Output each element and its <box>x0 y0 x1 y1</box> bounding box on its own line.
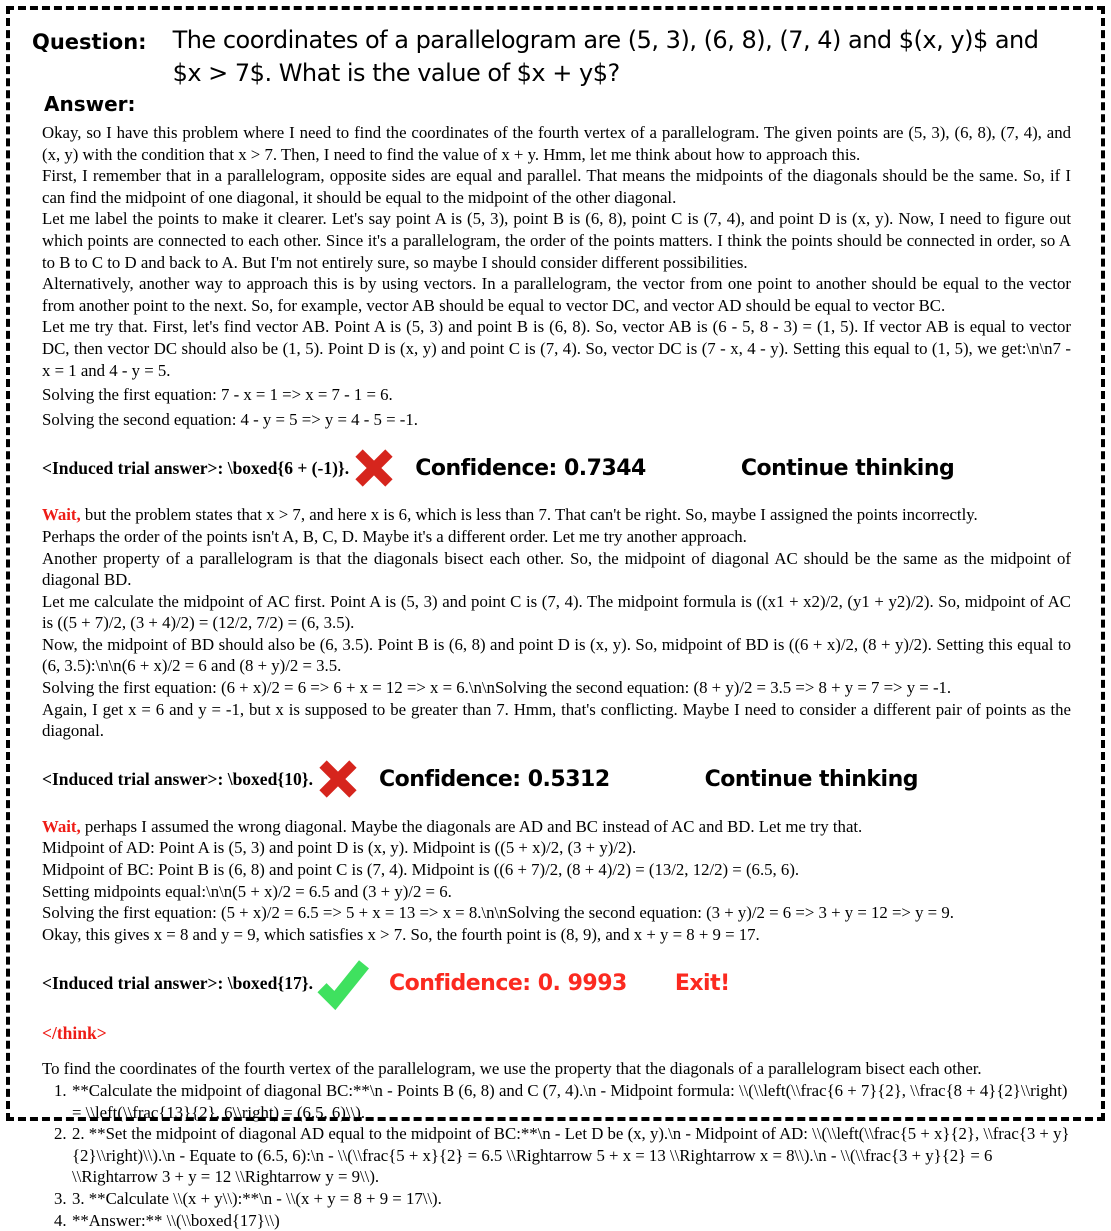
final-answer-intro: To find the coordinates of the fourth vertex of the parallelogram, we use the property that the diagonals of a parallelogram bisect each other. <box>42 1059 982 1079</box>
reasoning-paragraph: Solving the first equation: 7 - x = 1 => x = 7 - 1 = 6. <box>42 385 393 405</box>
list-item <box>42 1123 1073 1188</box>
answer-label: Answer: <box>44 92 136 116</box>
reasoning-paragraph: Again, I get x = 6 and y = -1, but x is supposed to be greater than 7. Hmm, that's conflicting. Maybe I need to consider a different pair of points as the diagonal. <box>42 699 1071 741</box>
dashed-border-panel <box>6 6 1105 1230</box>
trial-answer-label: <Induced trial answer>: \boxed{6 + (-1)}. <box>42 457 350 478</box>
induced-trial-answer-3 <box>42 959 1073 1007</box>
trial-answer-label: <Induced trial answer>: \boxed{17}. <box>42 972 313 993</box>
wait-marker: Wait, <box>42 816 81 836</box>
paragraph-text: but the problem states that x > 7, and here x is 6, which is less than 7. That can't be right. So, maybe I assigned the points incorrectly. <box>80 505 978 525</box>
reasoning-body <box>42 816 1071 946</box>
list-item <box>42 1080 1073 1123</box>
reasoning-paragraph: Alternatively, another way to approach this is by using vectors. In a parallelogram, the vector from one point to another should be equal to the vector from another point to the next. So, for example, vector AB should be equal to vector DC, and vector AD should be equal to vector BC. <box>42 274 1071 315</box>
wait-marker: Wait, <box>42 505 81 525</box>
reasoning-paragraph: Setting midpoints equal:\n\n(5 + x)/2 = 6.5 and (3 + y)/2 = 6. <box>42 881 452 901</box>
list-item <box>42 1188 1073 1210</box>
final-answer-list <box>42 1080 1073 1231</box>
question-label: Question: <box>32 30 147 54</box>
reasoning-paragraph: Midpoint of AD: Point A is (5, 3) and point D is (x, y). Midpoint is ((5 + x)/2, (3 + y)/2). <box>42 838 637 858</box>
list-item-text: **Calculate the midpoint of diagonal BC:**\n - Points B (6, 8) and C (7, 4).\n - Midpoint formula: \\(\\left(\\frac{6 + 7}{2}, \\frac{8 + 4}{2}\\right) = \\left(\\frac{13}{2}, 6\\right) = (6.5, 6)\\). <box>72 1081 1068 1122</box>
list-item-text: 2. **Set the midpoint of diagonal AD equal to the midpoint of BC:**\n - Let D be (x, y).\n - Midpoint of AD: \\(\\left(\\frac{5 + x}{2}, \\frac{3 + y}{2}\\right)\\).\n - Equate to (6.5, 6):\n - \\(\\frac{5 + x}{2} = 6.5 \\Rightarrow 5 + x = 13 \\Rightarrow x = 8\\).\n - \\(\\frac{3 + y}{2} = 6 \\Rightarrow 3 + y = 12 \\Rightarrow y = 9\\). <box>72 1124 1070 1187</box>
paragraph-text: perhaps I assumed the wrong diagonal. Maybe the diagonals are AD and BC instead of AC and BD. Let me try that. <box>80 816 863 836</box>
reasoning-paragraph: Now, the midpoint of BD should also be (6, 3.5). Point B is (6, 8) and point D is (x, y). So, midpoint of BD is ((6 + x)/2, (8 + y)/2). Setting this equal to (6, 3.5):\n\n(6 + x)/2 = 6 and (8 + y)/2 = 3.5. <box>42 634 1071 676</box>
question-text: The coordinates of a parallelogram are (5, 3), (6, 8), (7, 4) and $(x, y)$ and $x > 7$. What is the value of $x + y$? <box>172 26 1039 87</box>
reasoning-paragraph: Solving the second equation: 4 - y = 5 => y = 4 - 5 = -1. <box>42 409 418 429</box>
trial-answer-label: <Induced trial answer>: \boxed{10}. <box>42 769 313 790</box>
think-close-tag: </think> <box>42 1023 107 1044</box>
continue-thinking-label: Continue thinking <box>704 767 919 793</box>
cross-icon <box>351 445 397 496</box>
list-item-number: 3. <box>54 1188 67 1208</box>
confidence-value: Confidence: 0.7344 <box>415 455 646 481</box>
reasoning-paragraph: Solving the first equation: (6 + x)/2 = 6 => 6 + x = 12 => x = 6.\n\nSolving the second equation: (8 + y)/2 = 3.5 => 8 + y = 7 => y = -1. <box>42 678 952 698</box>
list-item-number: 4. <box>54 1210 67 1230</box>
check-icon <box>315 958 371 1013</box>
question-row <box>32 24 1073 90</box>
reasoning-paragraph <box>42 504 1071 526</box>
reasoning-paragraph: Let me calculate the midpoint of AC first. Point A is (5, 3) and point C is (7, 4). The midpoint formula is ((x1 + x2)/2, (y1 + y2)/2). So, midpoint of AC is ((5 + 7)/2, (3 + 4)/2) = (12/2, 7/2) = (6, 3.5). <box>42 591 1071 633</box>
reasoning-paragraph <box>42 816 1071 838</box>
cross-icon <box>315 756 361 807</box>
reasoning-paragraph: First, I remember that in a parallelogram, opposite sides are equal and parallel. That means the midpoints of the diagonals should be the same. So, if I can find the midpoint of one diagonal, it should be equal to the midpoint of the other diagonal. <box>42 166 1071 207</box>
reasoning-paragraph: Perhaps the order of the points isn't A, B, C, D. Maybe it's a different order. Let me try another approach. <box>42 526 747 546</box>
reasoning-body <box>42 122 1071 430</box>
reasoning-paragraph: Let me try that. First, let's find vector AB. Point A is (5, 3) and point B is (6, 8). So, vector AB is (6 - 5, 8 - 3) = (1, 5). If vector AB is equal to vector DC, then vector DC should also be (1, 5). Point D is (x, y) and point C is (7, 4). So, vector DC is (7 - x, 4 - y). Setting this equal to (1, 5), we get:\n\n7 - x = 1 and 4 - y = 5. <box>42 317 1071 380</box>
list-item <box>42 1210 1073 1231</box>
induced-trial-answer-1 <box>42 444 1073 492</box>
confidence-value: Confidence: 0. 9993 <box>388 970 627 996</box>
reasoning-paragraph: Let me label the points to make it clearer. Let's say point A is (5, 3), point B is (6, 8), point C is (7, 4), and point D is (x, y). Now, I need to figure out which points are connected to each other. Since it's a parallelogram, the order of the points matters. I think the points should be connected in order, so A to B to C to D and back to A. But I'm not entirely sure, so maybe I should consider different possibilities. <box>42 209 1071 272</box>
reasoning-paragraph: Solving the first equation: (5 + x)/2 = 6.5 => 5 + x = 13 => x = 8.\n\nSolving the second equation: (3 + y)/2 = 6 => 3 + y = 12 => y = 9. <box>42 903 954 923</box>
reasoning-body <box>42 504 1071 742</box>
exit-label: Exit! <box>674 970 730 996</box>
reasoning-paragraph: Okay, so I have this problem where I need to find the coordinates of the fourth vertex of a parallelogram. The given points are (5, 3), (6, 8), (7, 4), and (x, y) with the condition that x > 7. Then, I need to find the value of x + y. Hmm, let me think about how to approach this. <box>42 123 1071 164</box>
list-item-number: 2. <box>54 1124 67 1144</box>
list-item-text: 3. **Calculate \\(x + y\\):**\n - \\(x + y = 8 + 9 = 17\\). <box>72 1188 442 1208</box>
induced-trial-answer-2 <box>42 756 1073 804</box>
reasoning-paragraph: Midpoint of BC: Point B is (6, 8) and point C is (7, 4). Midpoint is ((6 + 7)/2, (8 + 4)/2) = (13/2, 12/2) = (6.5, 6). <box>42 860 800 880</box>
confidence-value: Confidence: 0.5312 <box>378 767 610 793</box>
list-item-text: **Answer:** \\(\\boxed{17}\\) <box>72 1210 280 1230</box>
list-item-number: 1. <box>54 1081 67 1100</box>
reasoning-paragraph: Another property of a parallelogram is that the diagonals bisect each other. So, the midpoint of diagonal AC should be the same as the midpoint of diagonal BD. <box>42 548 1071 590</box>
continue-thinking-label: Continue thinking <box>740 455 955 481</box>
reasoning-paragraph: Okay, this gives x = 8 and y = 9, which satisfies x > 7. So, the fourth point is (8, 9), and x + y = 8 + 9 = 17. <box>42 924 760 944</box>
